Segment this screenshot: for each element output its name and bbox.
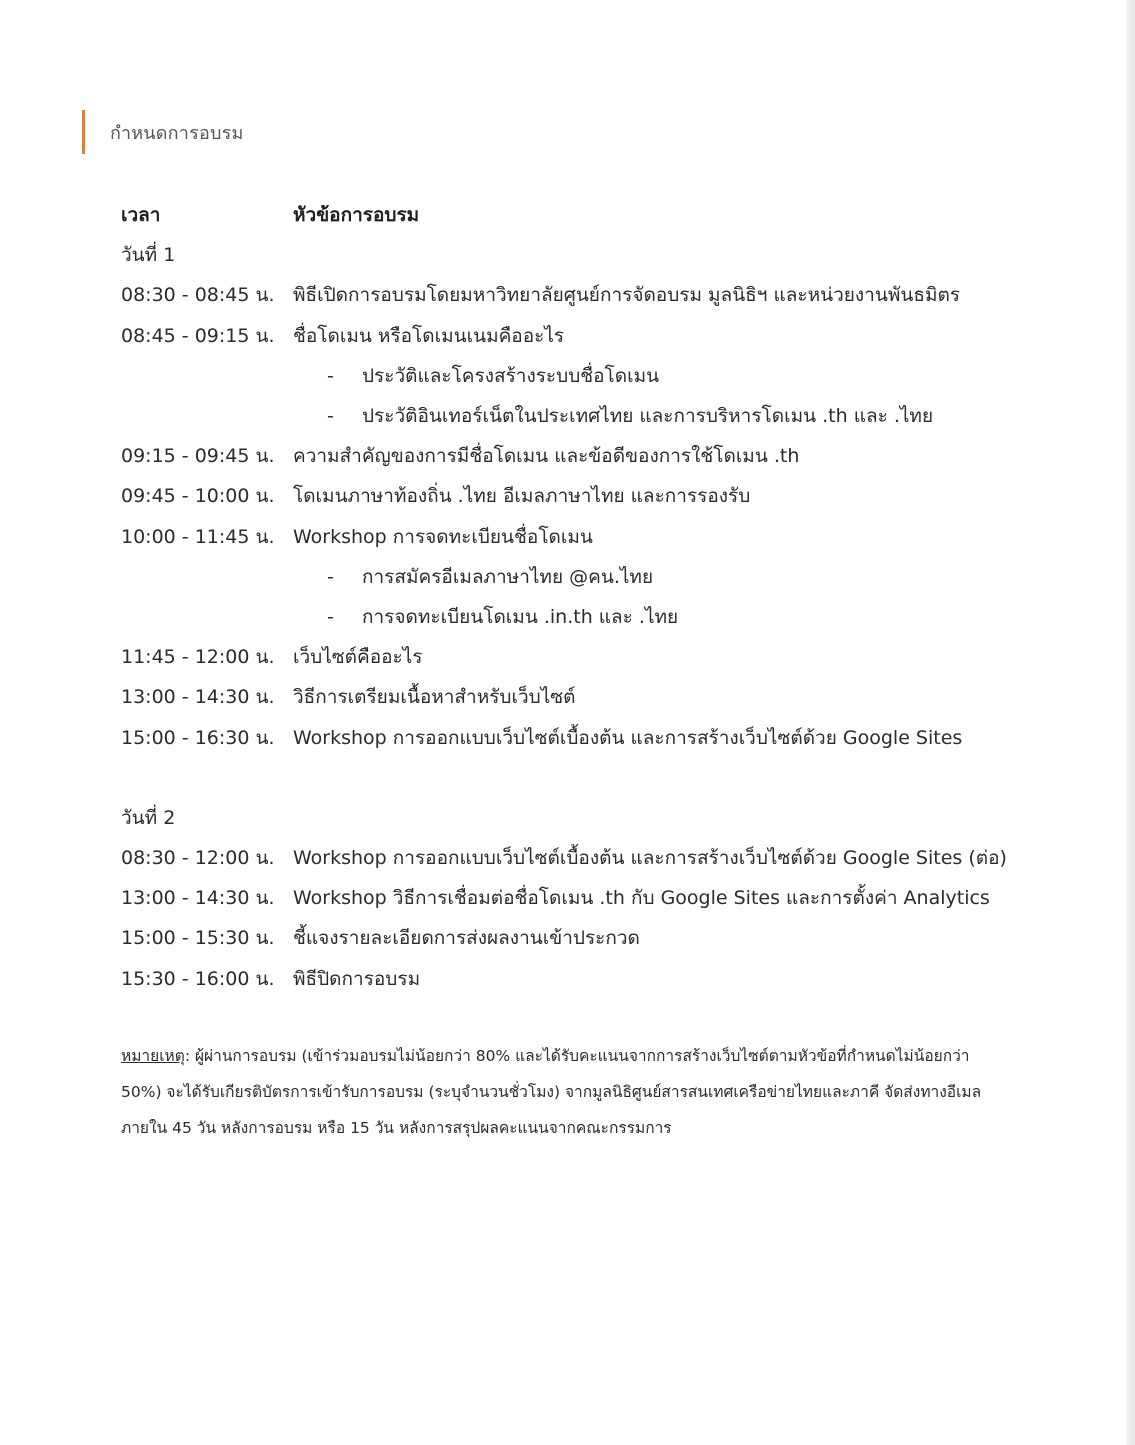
schedule-topic: Workshop การจดทะเบียนชื่อโดเมน bbox=[293, 525, 593, 548]
schedule-topic: พิธีปิดการอบรม bbox=[293, 967, 421, 990]
time-column-header: เวลา bbox=[121, 204, 161, 227]
schedule-time: 08:30 - 08:45 น. bbox=[121, 284, 275, 307]
section-header bbox=[82, 110, 244, 154]
day-1-label-row bbox=[121, 235, 1021, 275]
schedule-time: 13:00 - 14:30 น. bbox=[121, 686, 275, 709]
day-spacer bbox=[121, 758, 1021, 798]
schedule-subtopic-row bbox=[121, 396, 1021, 436]
schedule-subtopic: การสมัครอีเมลภาษาไทย @คน.ไทย bbox=[362, 565, 654, 588]
schedule-row bbox=[121, 517, 1021, 557]
schedule-row bbox=[121, 476, 1021, 516]
schedule-time: 13:00 - 14:30 น. bbox=[121, 887, 275, 910]
schedule-subtopic: ประวัติอินเทอร์เน็ตในประเทศไทย และการบริหารโดเมน .th และ .ไทย bbox=[362, 405, 934, 428]
page-edge-shadow bbox=[1126, 0, 1135, 1445]
schedule-row bbox=[121, 878, 1021, 918]
schedule-row bbox=[121, 959, 1021, 999]
footnote bbox=[121, 1038, 1001, 1146]
schedule-topic: ชื่อโดเมน หรือโดเมนเนมคืออะไร bbox=[293, 324, 565, 347]
schedule-topic: Workshop การออกแบบเว็บไซต์เบื้องต้น และการสร้างเว็บไซต์ด้วย Google Sites (ต่อ) bbox=[293, 847, 1007, 870]
schedule-topic: วิธีการเตรียมเนื้อหาสำหรับเว็บไซต์ bbox=[293, 686, 576, 709]
bullet-dash: - bbox=[327, 565, 334, 588]
bullet-dash: - bbox=[327, 364, 334, 387]
schedule-time: 08:30 - 12:00 น. bbox=[121, 847, 275, 870]
schedule-time: 15:00 - 16:30 น. bbox=[121, 726, 275, 749]
schedule-subtopic-row bbox=[121, 557, 1021, 597]
schedule-row bbox=[121, 838, 1021, 878]
schedule-time: 09:15 - 09:45 น. bbox=[121, 445, 275, 468]
schedule-topic: พิธีเปิดการอบรมโดยมหาวิทยาลัยศูนย์การจัดอบรม มูลนิธิฯ และหน่วยงานพันธมิตร bbox=[293, 284, 961, 307]
schedule-time: 09:45 - 10:00 น. bbox=[121, 485, 275, 508]
schedule-time: 11:45 - 12:00 น. bbox=[121, 646, 275, 669]
schedule-row bbox=[121, 918, 1021, 958]
bullet-dash: - bbox=[327, 405, 334, 428]
day-1-label: วันที่ 1 bbox=[121, 244, 176, 267]
schedule-time: 15:00 - 15:30 น. bbox=[121, 927, 275, 950]
topic-column-header: หัวข้อการอบรม bbox=[293, 204, 420, 227]
schedule-time: 15:30 - 16:00 น. bbox=[121, 967, 275, 990]
schedule-row bbox=[121, 717, 1021, 757]
bullet-dash: - bbox=[327, 605, 334, 628]
header-accent-bar bbox=[82, 110, 85, 154]
schedule-topic: ชี้แจงรายละเอียดการส่งผลงานเข้าประกวด bbox=[293, 927, 640, 950]
schedule-subtopic-row bbox=[121, 597, 1021, 637]
schedule-topic: Workshop วิธีการเชื่อมต่อชื่อโดเมน .th กับ Google Sites และการตั้งค่า Analytics bbox=[293, 887, 990, 910]
note-text: ผู้ผ่านการอบรม (เข้าร่วมอบรมไม่น้อยกว่า 80% และได้รับคะแนนจากการสร้างเว็บไซต์ตามหัวข้อที่กำหนดไม่น้อยกว่า 50%) จะได้รับเกียรติบัตรการเข้ารับการอบรม (ระบุจำนวนชั่วโมง) จากมูลนิธิศูนย์สารสนเทศเครือข่ายไทยและภาคี จัดส่งทางอีเมลภายใน 45 วัน หลังการอบรม หรือ 15 วัน หลังการสรุปผลคะแนนจากคณะกรรมการ bbox=[121, 1047, 982, 1137]
schedule-row bbox=[121, 275, 1021, 315]
table-header-row bbox=[121, 195, 1021, 235]
day-2-label-row bbox=[121, 798, 1021, 838]
schedule-row bbox=[121, 677, 1021, 717]
schedule-topic: Workshop การออกแบบเว็บไซต์เบื้องต้น และการสร้างเว็บไซต์ด้วย Google Sites bbox=[293, 726, 963, 749]
schedule-subtopic: การจดทะเบียนโดเมน .in.th และ .ไทย bbox=[362, 605, 679, 628]
day-2-label: วันที่ 2 bbox=[121, 806, 176, 829]
schedule-topic: โดเมนภาษาท้องถิ่น .ไทย อีเมลภาษาไทย และการรองรับ bbox=[293, 485, 751, 508]
schedule-row bbox=[121, 436, 1021, 476]
schedule-time: 10:00 - 11:45 น. bbox=[121, 525, 275, 548]
schedule-subtopic-row bbox=[121, 356, 1021, 396]
schedule-topic: ความสำคัญของการมีชื่อโดเมน และข้อดีของการใช้โดเมน .th bbox=[293, 445, 800, 468]
schedule-time: 08:45 - 09:15 น. bbox=[121, 324, 275, 347]
note-label: หมายเหตุ bbox=[121, 1047, 185, 1065]
schedule-topic: เว็บไซต์คืออะไร bbox=[293, 646, 423, 669]
note-separator: : bbox=[184, 1047, 195, 1065]
schedule-subtopic: ประวัติและโครงสร้างระบบชื่อโดเมน bbox=[362, 364, 660, 387]
schedule-table bbox=[121, 195, 1021, 999]
schedule-row bbox=[121, 637, 1021, 677]
section-title: กำหนดการอบรม bbox=[110, 122, 244, 144]
schedule-row bbox=[121, 316, 1021, 356]
